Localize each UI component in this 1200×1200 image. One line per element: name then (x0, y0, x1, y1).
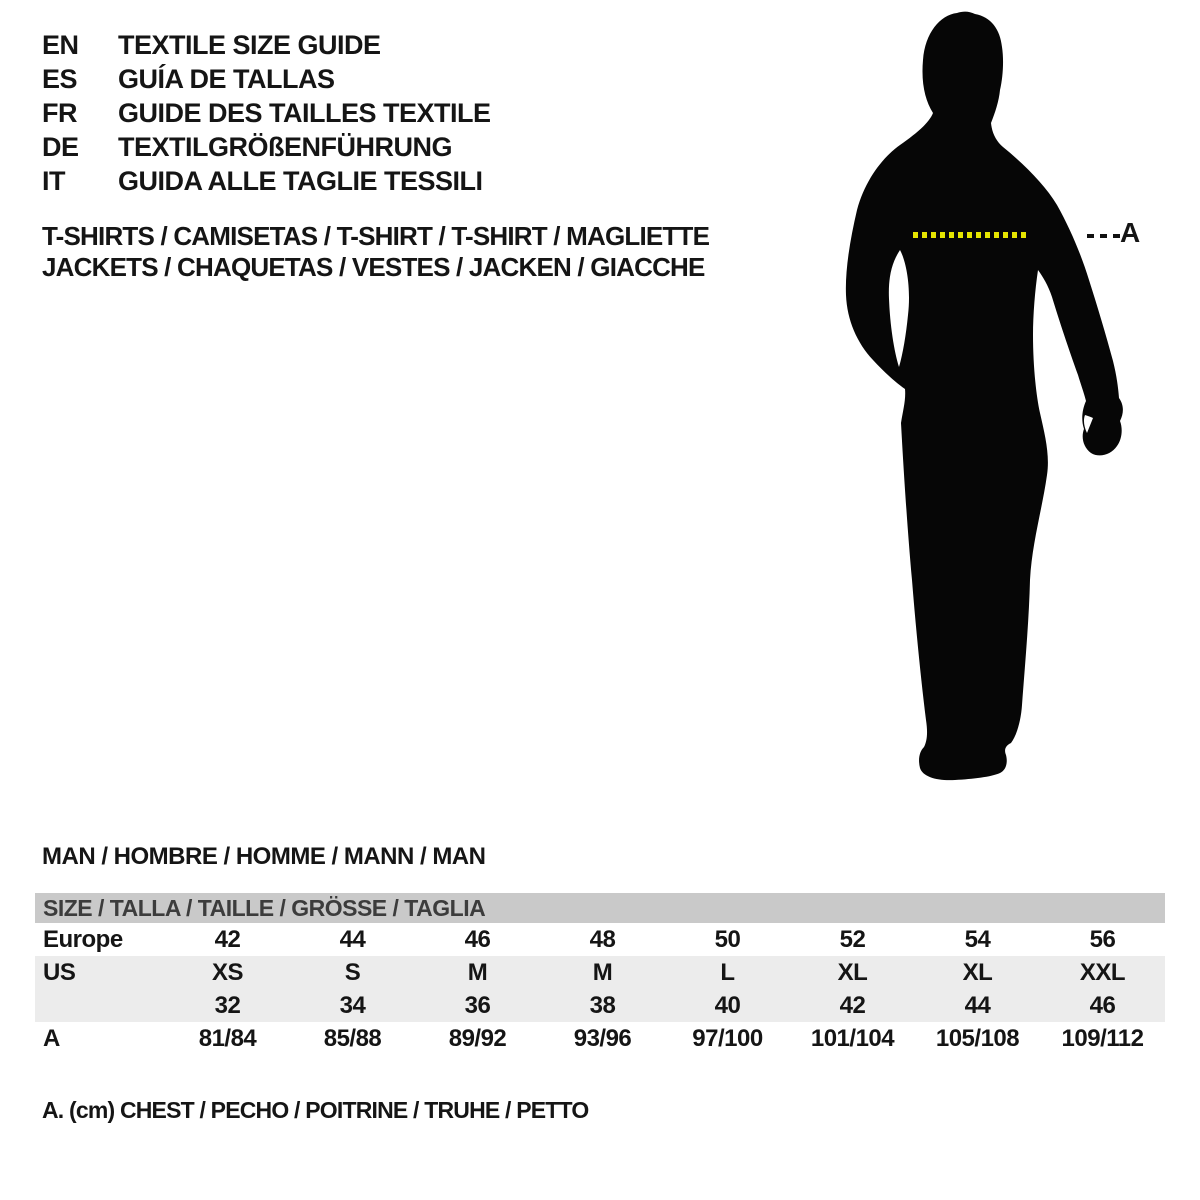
size-cell: 56 (1089, 925, 1116, 953)
size-cell: L (720, 958, 735, 986)
measurement-legend: A. (cm) CHEST / PECHO / POITRINE / TRUHE / PETTO (42, 1097, 589, 1123)
language-row (42, 28, 491, 62)
category-list (42, 221, 709, 283)
language-row (42, 164, 491, 198)
size-cell: 46 (464, 925, 491, 953)
size-row-europe (35, 923, 1165, 956)
size-cell: 81/84 (198, 1024, 257, 1052)
size-row-us (35, 956, 1165, 989)
size-row-numeric (35, 989, 1165, 1022)
language-title: GUIDA ALLE TAGLIE TESSILI (118, 165, 483, 196)
man-silhouette-figure (845, 5, 1135, 795)
size-cell: 109/112 (1061, 1024, 1144, 1052)
size-cell: 85/88 (323, 1024, 382, 1052)
language-title-list (42, 28, 491, 198)
size-cell: 105/108 (935, 1024, 1020, 1052)
size-cell: 50 (714, 925, 741, 953)
size-cell: 44 (339, 925, 366, 953)
row-label: Europe (43, 925, 123, 953)
size-cell: 36 (464, 991, 491, 1019)
language-title: TEXTILGRÖßENFÜHRUNG (118, 131, 452, 162)
size-cell: 46 (1089, 991, 1116, 1019)
size-cell: 54 (964, 925, 991, 953)
size-cell: 42 (839, 991, 866, 1019)
language-code: DE (42, 131, 79, 162)
language-row (42, 62, 491, 96)
size-cell: M (467, 958, 488, 986)
size-cell: XL (837, 958, 868, 986)
size-table-header: SIZE / TALLA / TAILLE / GRÖSSE / TAGLIA (35, 893, 1165, 923)
size-cell: XL (962, 958, 993, 986)
size-cell: XS (211, 958, 243, 986)
size-cell: 48 (589, 925, 616, 953)
size-cell: M (592, 958, 613, 986)
language-code: EN (42, 29, 79, 60)
size-cell: 44 (964, 991, 991, 1019)
section-title-man: MAN / HOMBRE / HOMME / MANN / MAN (42, 843, 486, 870)
chest-marker-label: A (1120, 217, 1141, 248)
language-code: FR (42, 97, 77, 128)
row-label: US (43, 958, 76, 986)
man-silhouette (846, 12, 1123, 781)
size-cell: 93/96 (573, 1024, 632, 1052)
size-cell: 97/100 (692, 1024, 763, 1052)
size-cell: 101/104 (810, 1024, 895, 1052)
size-cell: 34 (339, 991, 366, 1019)
language-row (42, 130, 491, 164)
size-cell: XXL (1079, 958, 1126, 986)
size-cell: 32 (214, 991, 241, 1019)
size-cell: 38 (589, 991, 616, 1019)
language-code: IT (42, 165, 65, 196)
language-code: ES (42, 63, 78, 94)
language-title: GUÍA DE TALLAS (118, 63, 335, 94)
size-cell: 42 (214, 925, 241, 953)
category-line-jackets: JACKETS / CHAQUETAS / VESTES / JACKEN / GIACCHE (42, 252, 705, 282)
size-cell: S (344, 958, 361, 986)
size-cell: 40 (714, 991, 741, 1019)
size-table (35, 893, 1165, 1055)
size-cell: 89/92 (448, 1024, 507, 1052)
size-cell: 52 (839, 925, 866, 953)
row-label: A (43, 1024, 60, 1052)
language-title: TEXTILE SIZE GUIDE (118, 29, 381, 60)
language-row (42, 96, 491, 130)
size-row-chest (35, 1022, 1165, 1055)
language-title: GUIDE DES TAILLES TEXTILE (118, 97, 491, 128)
category-line-tshirts: T-SHIRTS / CAMISETAS / T-SHIRT / T-SHIRT / MAGLIETTE (42, 221, 710, 251)
